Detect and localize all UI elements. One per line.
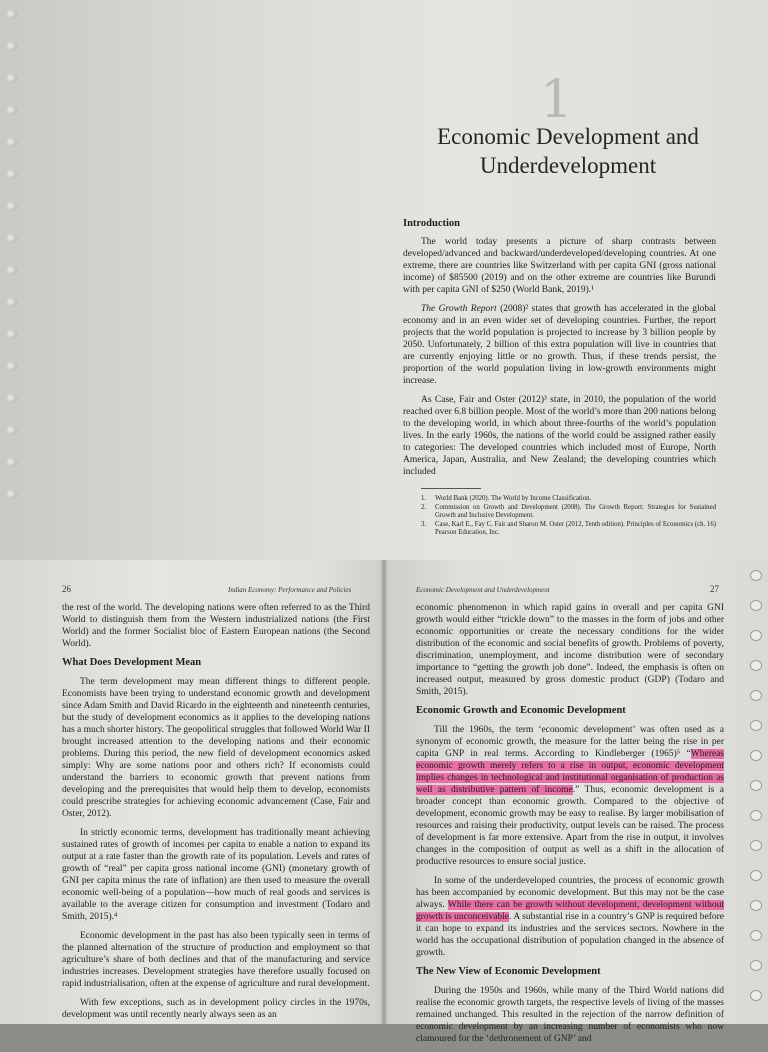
binding-hole xyxy=(6,298,17,307)
binding-ring xyxy=(750,660,762,671)
binding-ring xyxy=(750,780,762,791)
paragraph: the rest of the world. The developing nations were often referred to as the Third World to distinguish them from the Western industrialized nations (the First World) and the former Socialist bloc of Eastern European nations (the Second World). xyxy=(62,603,370,649)
binding-ring xyxy=(750,630,762,641)
binding-hole xyxy=(6,458,17,467)
binding-hole xyxy=(6,202,17,211)
page-number: 27 xyxy=(710,584,719,594)
binding-ring xyxy=(750,930,762,941)
paragraph xyxy=(403,303,716,387)
binding-ring xyxy=(750,870,762,881)
chapter-title-line: Underdevelopment xyxy=(479,153,657,178)
section-heading: Economic Growth and Economic Development xyxy=(416,705,626,716)
binding-hole xyxy=(6,106,17,115)
paragraph xyxy=(416,724,724,868)
binding-ring xyxy=(750,840,762,851)
footnotes xyxy=(421,495,716,538)
footnote-number: 1. xyxy=(421,495,427,502)
binding-hole xyxy=(6,138,17,147)
paragraph: economic phenomenon in which rapid gains in overall and per capita GNI growth would either “trickle down” to the masses in the form of jobs and other economic opportunities or create the necessary conditions for the wider distribution of the economic and social benefits of growth. Problems of poverty, discrimination, unemployment, and income distribution were of secondary importance to “getting the growth job done”. Indeed, the emphasis is often on increased output, measured by gross domestic product (GDP) (Todaro and Smith, 2015). xyxy=(416,603,724,697)
section-heading: What Does Development Mean xyxy=(62,657,202,668)
left-page xyxy=(0,560,384,1024)
section-heading: The New View of Economic Development xyxy=(416,966,601,977)
right-page-column xyxy=(416,602,724,1052)
binding-hole xyxy=(6,42,17,51)
footnote-number: 2. xyxy=(421,503,427,511)
binding-hole xyxy=(6,170,17,179)
chapter-number: 1 xyxy=(540,70,574,130)
section-heading: Introduction xyxy=(403,218,460,229)
introduction-section xyxy=(403,218,716,538)
paragraph xyxy=(416,875,724,959)
footnote xyxy=(421,504,716,521)
binding-hole xyxy=(6,266,17,275)
binding-ring xyxy=(750,750,762,761)
footnote-text: Case, Karl E., Fay C. Fair and Sharon M. Oster (2012, Tenth edition). Principles of Economics (ch. 16) Pearson Education, Inc. xyxy=(435,520,716,536)
footnote-rule xyxy=(421,488,481,489)
footnote xyxy=(421,495,716,504)
binding-hole xyxy=(6,394,17,403)
paragraph-text: .” Thus, economic development is a broader concept than economic growth. Compared to the objective of development, economic growth may be easy to realise. By larger mobilisation of resources and raising their productivity, output levels can be raised. The process of development is far more extensive. Apart from the rise in output, it involves changes in the composition of output as well as a shift in the allocation of productive resources to ensure social justice. xyxy=(416,785,724,867)
footnote-text: World Bank (2020). The World by Income Classification. xyxy=(435,495,592,502)
highlighted-text: Whereas economic growth merely refers to a rise in output, economic development implies changes in technological and institutional organisation of production as well as distributive pattern of income xyxy=(416,749,724,795)
paragraph-text: . A substantial rise in a country’s GNP is required before it can hope to expand its industries and the services sectors. Nowhere in the world has the occupational distribution of population changed in the absence of growth. xyxy=(416,912,724,958)
paragraph: With few exceptions, such as in development policy circles in the 1970s, development was until recently nearly always seen as an xyxy=(62,998,370,1020)
page-number: 26 xyxy=(62,584,71,594)
footnote xyxy=(421,521,716,538)
binding-hole xyxy=(6,10,17,19)
paragraph-text: Till the 1960s, the term ‘economic development’ was often used as a synonym of economic growth, the measure for the latter being the rise in per capita GNP in real terms. According to Kindleberger (1965)⁵ “ xyxy=(416,725,724,759)
binding-ring xyxy=(750,810,762,821)
paragraph: The term development may mean different things to different people. Economists have been trying to understand economic growth and development since Adam Smith and David Ricardo in the eighteenth and nineteenth centuries, but the study of development economics as it applies to the developing nations has a much shorter history. The geopolitical struggles that followed World War II brought increased attention to the developing nations and their economic problems. During this period, the new field of development economics asked simply: Why are some nations poor and others rich? If economists could understand the barriers to economic growth that prevent nations from developing and the prerequisites that would help them to develop, economists could prescribe strategies for achieving economic advancement (Case, Fair and Oster, 2012). xyxy=(62,677,370,819)
binding-ring xyxy=(750,720,762,731)
right-page xyxy=(384,560,768,1044)
binding-hole xyxy=(6,234,17,243)
footnote-number: 3. xyxy=(421,520,427,528)
binding-hole xyxy=(6,490,17,499)
binding-hole xyxy=(6,330,17,339)
italic-title: The Growth Report xyxy=(421,304,497,314)
binding-ring xyxy=(750,570,762,581)
binding-hole xyxy=(6,74,17,83)
binding-ring xyxy=(750,690,762,701)
binding-ring xyxy=(750,900,762,911)
paragraph-text: In some of the underdeveloped countries, the process of economic growth has been accompanied by economic development. But this may not be the case always. xyxy=(416,876,724,910)
spiral-binding-left xyxy=(0,0,26,540)
binding-hole xyxy=(6,362,17,371)
spiral-binding-right xyxy=(744,560,768,1024)
paragraph: In strictly economic terms, development has traditionally meant achieving sustained rates of growth of incomes per capita to enable a nation to expand its output at a rate faster than the growth rate of its population. Levels and rates of growth of “real” per capita gross national income (GNI) (monetary growth of GNI per capita minus the rate of inflation) are then used to measure the overall economic well-being of a population—how much of real goods and services is available to the average citizen for consumption and investment (Todaro and Smith, 2015).⁴ xyxy=(62,828,370,922)
binding-ring xyxy=(750,960,762,971)
binding-hole xyxy=(6,426,17,435)
chapter-title xyxy=(398,122,738,180)
paragraph-text: (2008)² states that growth has accelerated in the global economy and in an even wider set of developing countries. Further, the report projects that the world population is projected to increase by 3 billion people by 2050. Unfortunately, 2 billion of this extra population will live in countries that are currently enjoying little or no growth. Thus, if these trends persist, the proportion of the world population living in low-growth environments might increase. xyxy=(403,304,716,386)
paragraph: The world today presents a picture of sharp contrasts between developed/advanced and backward/underdeveloped/developing countries. At one extreme, there are countries like Switzerland with per capita GNI (gross national income) of $85500 (2019) and on the other extreme are countries like Burundi with per capita GNI of $250 (World Bank, 2019).¹ xyxy=(403,237,716,295)
highlighted-text: While there can be growth without development, development without growth is unconceivable xyxy=(416,900,724,922)
paragraph: As Case, Fair and Oster (2012)³ state, in 2010, the population of the world reached over 6.8 billion people. Most of the world’s more than 200 nations belong to the developing world, in which about three-fourths of the world’s population lives. In the early 1960s, the nations of the world could be assigned rather easily to categories: The developed countries which included most of Europe, North America, Japan, Australia, and New Zealand; the developing countries which included xyxy=(403,395,716,477)
running-head: Indian Economy: Performance and Policies xyxy=(228,586,352,594)
chapter-title-line: Economic Development and xyxy=(437,124,699,149)
binding-ring xyxy=(750,600,762,611)
paragraph: During the 1950s and 1960s, while many of the Third World nations did realise the economic growth targets, the respective levels of living of the masses remained unchanged. This resulted in the rejection of the narrow definition of economic development by an increasing number of economists who now clamoured for the ‘dethronement of GNP’ and xyxy=(416,986,724,1044)
running-head: Economic Development and Underdevelopment xyxy=(416,586,550,594)
paragraph: Economic development in the past has also been typically seen in terms of the planned alternation of the structure of production and employment so that agriculture’s share of both declines and that of the manufacturing and service industries increases. Development strategies have therefore usually focused on rapid industrialisation, often at the expense of agriculture and rural development. xyxy=(62,931,370,989)
binding-ring xyxy=(750,990,762,1001)
book-gutter xyxy=(380,560,388,1024)
left-page-column xyxy=(62,602,370,1028)
footnote-text: Commission on Growth and Development (2008). The Growth Report: Strategies for Sustained Growth and Inclusive Development. xyxy=(435,503,716,519)
